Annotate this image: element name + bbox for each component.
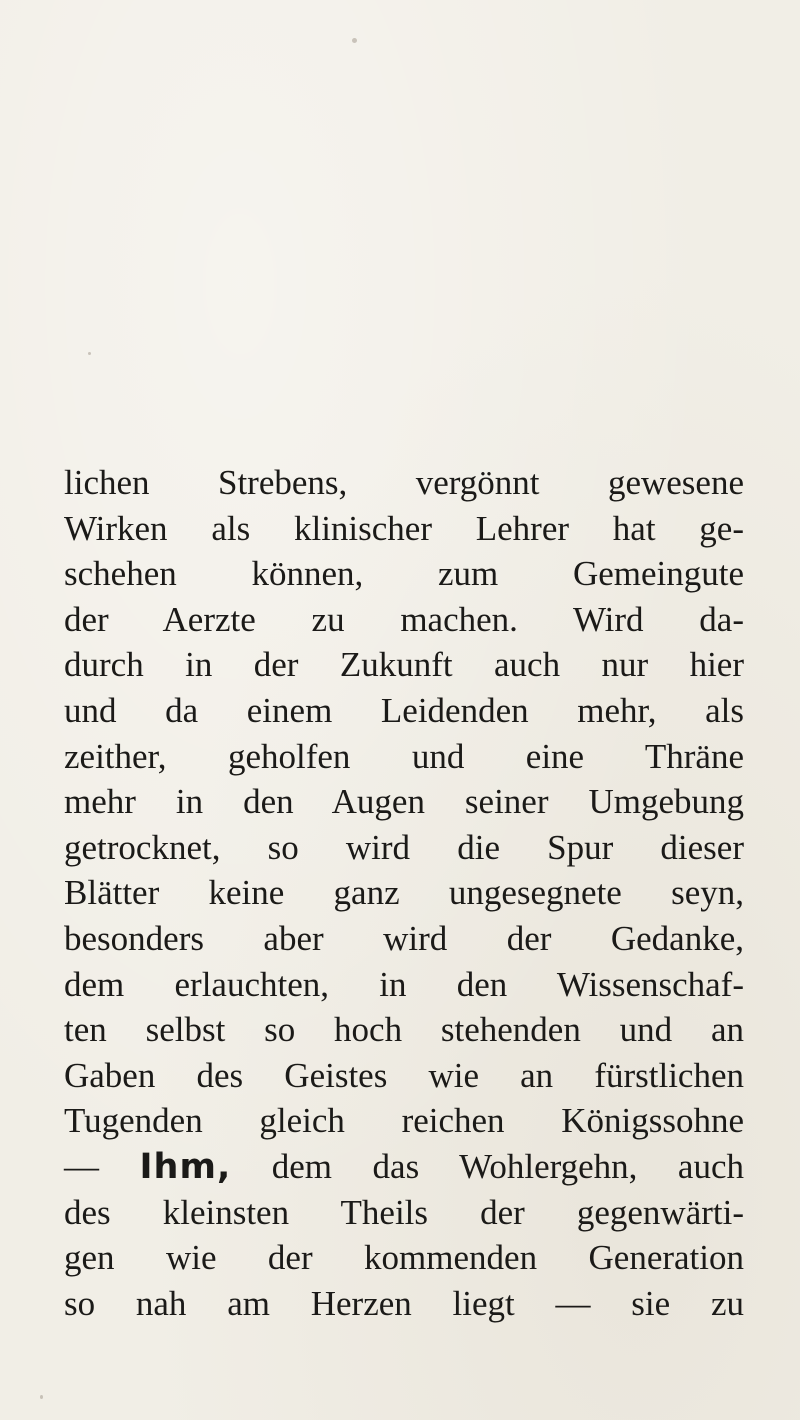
text-line: und da einem Leidenden mehr, als xyxy=(64,690,744,730)
text-line: Tugenden gleich reichen Königssohne xyxy=(64,1101,744,1141)
text-line: dem erlauchten, in den Wissenschaf- xyxy=(64,964,744,1004)
text-line: ten selbst so hoch stehenden und an xyxy=(64,1010,744,1050)
line-suffix: dem das Wohlergehn, auch xyxy=(231,1146,744,1186)
paper-speck xyxy=(40,1395,43,1399)
text-line: durch in der Zukunft auch nur hier xyxy=(64,645,744,685)
paper-speck xyxy=(88,352,91,355)
text-line: Blätter keine ganz ungesegnete seyn, xyxy=(64,873,744,913)
text-line: gen wie der kommenden Generation xyxy=(64,1238,744,1278)
body-text xyxy=(64,460,744,1326)
text-line: mehr in den Augen seiner Umgebung xyxy=(64,782,744,822)
text-line: getrocknet, so wird die Spur dieser xyxy=(64,827,744,867)
text-line: schehen können, zum Gemeingute xyxy=(64,554,744,594)
text-line: lichen Strebens, vergönnt gewesene xyxy=(64,463,744,502)
emphasized-word: Ihm, xyxy=(139,1146,232,1187)
paper-speck xyxy=(352,38,357,43)
line-prefix: — xyxy=(64,1146,140,1186)
text-line: so nah am Herzen liegt — sie zu xyxy=(64,1283,744,1323)
text-line: der Aerzte zu machen. Wird da- xyxy=(64,599,744,639)
text-line: des kleinsten Theils der gegenwärti- xyxy=(64,1192,744,1232)
text-line: zeither, geholfen und eine Thräne xyxy=(64,736,744,776)
text-line: Gaben des Geistes wie an fürstlichen xyxy=(64,1055,744,1095)
text-line-with-emphasis xyxy=(64,1144,744,1190)
text-line: Wirken als klinischer Lehrer hat ge- xyxy=(64,508,744,548)
text-line: besonders aber wird der Gedanke, xyxy=(64,918,744,958)
